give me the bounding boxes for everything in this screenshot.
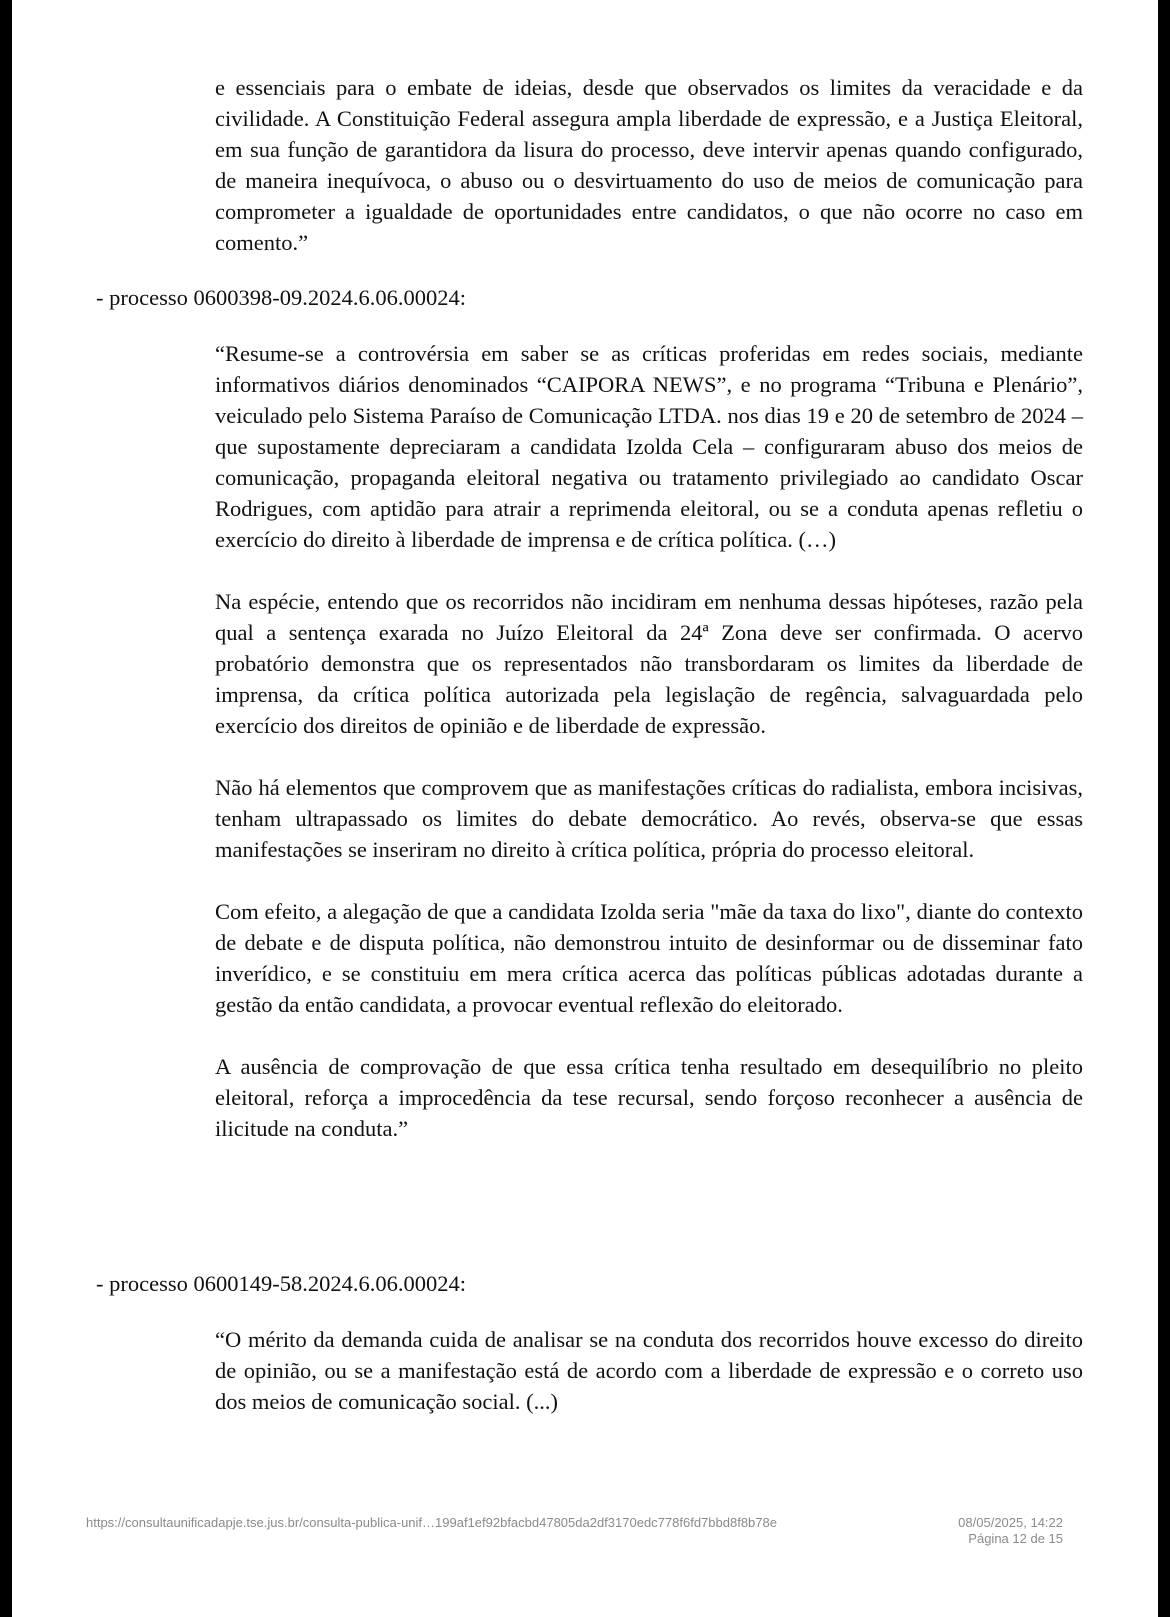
quote-paragraph: “Resume-se a controvérsia em saber se as críticas proferidas em redes sociais, mediante informativos diários denominados “CAIPORA NEWS”, e no programa “Tribuna e Plenário”, veiculado pelo Sistema Paraíso de Comunicação LTDA. nos dias 19 e 20 de setembro de 2024 – que supostamente depreciaram a candidata Izolda Cela – configuraram abuso dos meios de comunicação, propaganda eleitoral negativa ou tratamento privilegiado ao candidato Oscar Rodrigues, com aptidão para atrair a reprimenda eleitoral, ou se a conduta apenas refletiu o exercício do direito à liberdade de imprensa e de crítica política. (…) [215,341,1083,552]
footer-datetime: 08/05/2025, 14:22 [958,1515,1063,1530]
quote-block-continued [215,72,1083,258]
quote-paragraph: “O mérito da demanda cuida de analisar se na conduta dos recorridos houve excesso do direito de opinião, ou se a manifestação está de acordo com a liberdade de expressão e o correto uso dos meios de comunicação social. (...) [215,1327,1083,1414]
quote-block-process-0600149 [215,1324,1083,1417]
footer-meta [958,1515,1063,1547]
quote-block-process-0600398 [215,338,1083,1144]
quote-paragraph: Na espécie, entendo que os recorridos não incidiram em nenhuma dessas hipóteses, razão pela qual a sentença exarada no Juízo Eleitoral da 24ª Zona deve ser confirmada. O acervo probatório demonstra que os representados não transbordaram os limites da liberdade de imprensa, da crítica política autorizada pela legislação de regência, salvaguardada pelo exercício dos direitos de opinião e de liberdade de expressão. [215,589,1083,738]
quote-paragraph: A ausência de comprovação de que essa crítica tenha resultado em desequilíbrio no pleito eleitoral, reforça a improcedência da tese recursal, sendo forçoso reconhecer a ausência de ilicitude na conduta.” [215,1054,1083,1141]
quote-paragraph: e essenciais para o embate de ideias, desde que observados os limites da veracidade e da civilidade. A Constituição Federal assegura ampla liberdade de expressão, e a Justiça Eleitoral, em sua função de garantidora da lisura do processo, deve intervir apenas quando configurado, de maneira inequívoca, o abuso ou o desvirtuamento do uso de meios de comunicação para comprometer a igualdade de oportunidades entre candidatos, o que não ocorre no caso em comento.” [215,75,1083,255]
footer-url[interactable]: https://consultaunificadapje.tse.jus.br/consulta-publica-unif…199af1ef92bfacbd47805da2df3170edc778f6fd7bbd8f8b78e [86,1515,777,1530]
process-heading: - processo 0600398-09.2024.6.06.00024: [96,285,466,310]
quote-paragraph: Não há elementos que comprovem que as manifestações críticas do radialista, embora incisivas, tenham ultrapassado os limites do debate democrático. Ao revés, observa-se que essas manifestações se inseriram no direito à crítica política, própria do processo eleitoral. [215,775,1083,862]
quote-paragraph: Com efeito, a alegação de que a candidata Izolda seria "mãe da taxa do lixo", diante do contexto de debate e de disputa política, não demonstrou intuito de desinformar ou de disseminar fato inverídico, e se constituiu em mera crítica acerca das políticas públicas adotadas durante a gestão da então candidata, a provocar eventual reflexão do eleitorado. [215,899,1083,1017]
footer-page-number: Página 12 de 15 [968,1531,1063,1546]
document-page [12,0,1158,1617]
process-heading: - processo 0600149-58.2024.6.06.00024: [96,1271,466,1296]
